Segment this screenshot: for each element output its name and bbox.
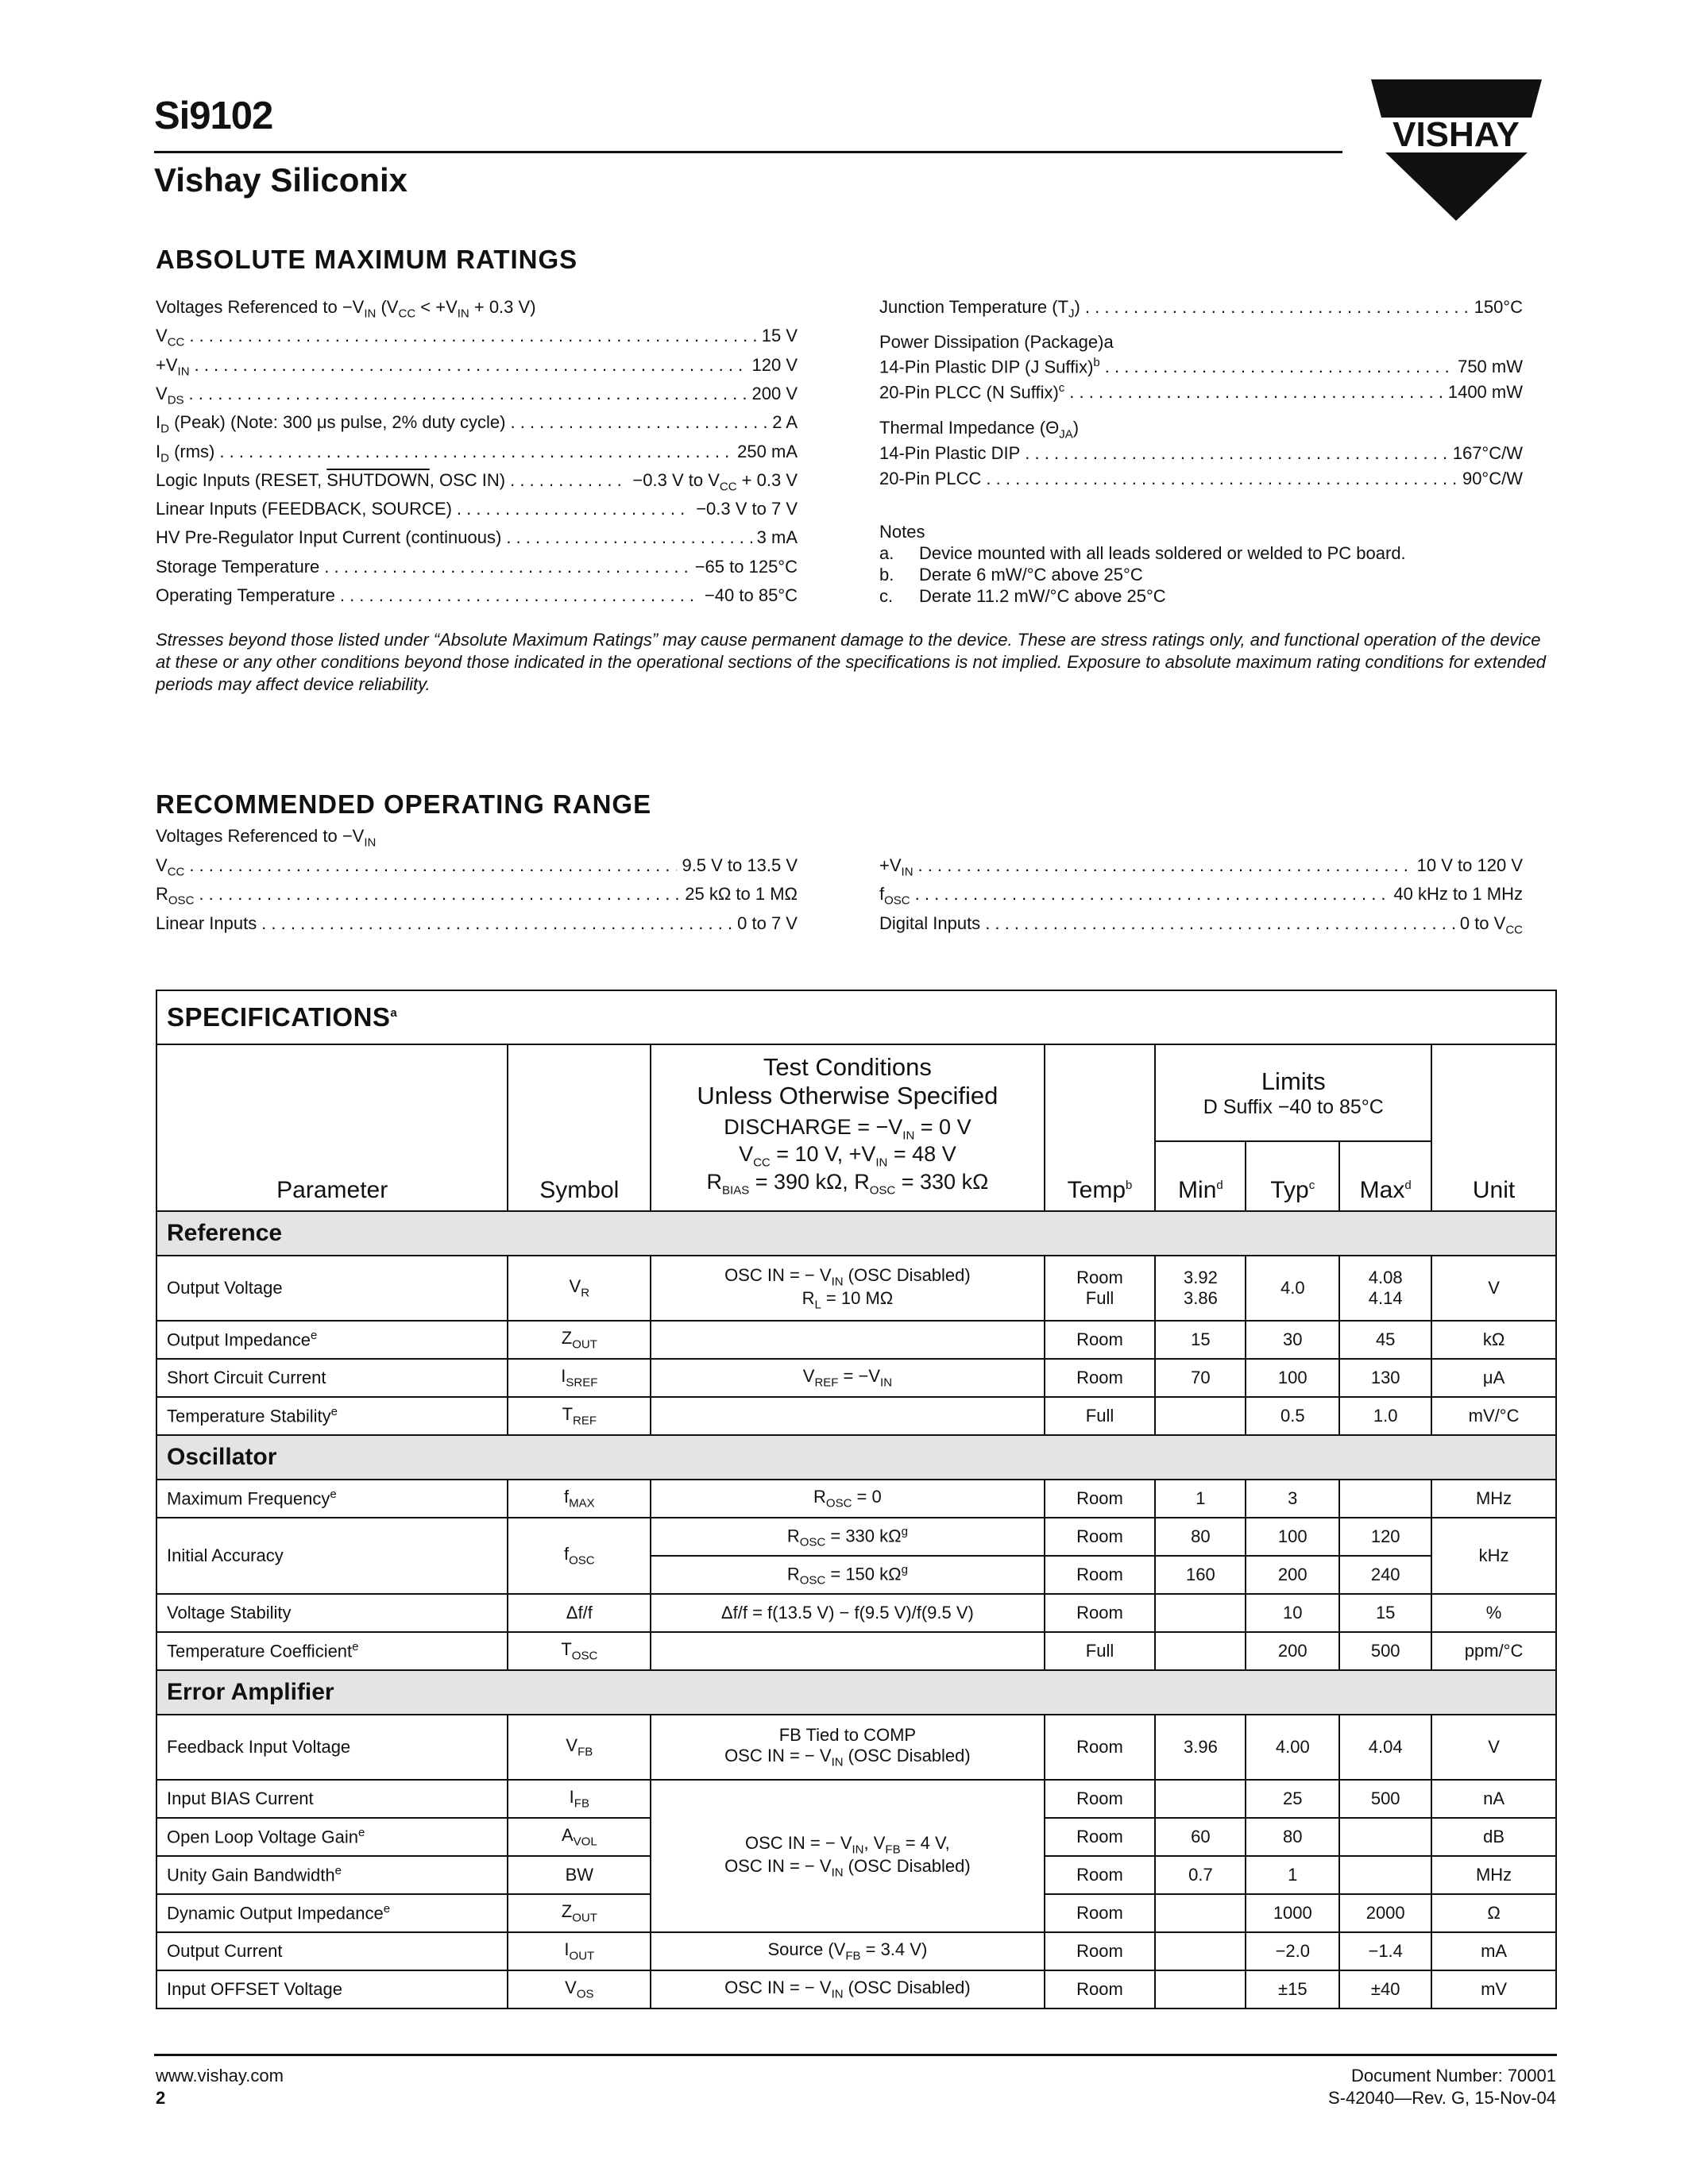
table-row: Open Loop Voltage Gain$^e$ $A_{VOL}$ Room 60 80 dB — [156, 1818, 1556, 1856]
document-number: Document Number: 70001 — [1350, 2066, 1556, 2086]
amr-logic-inputs: Logic Inputs (RESET, SHUTDOWN, OSC IN) . . . −0.3 V to $V_{CC} + 0.3$ V — [156, 470, 798, 493]
col-parameter: Parameter — [156, 1044, 508, 1211]
table-row: Initial Accuracy $f_{OSC}$ $R_{OSC} = 330$ $k\Omega^g$ Room 80 100 120 kHz — [156, 1518, 1556, 1556]
amr-linear-inputs: Linear Inputs (FEEDBACK, SOURCE) . . . −0.3 V to 7 V — [156, 499, 798, 519]
vishay-logo — [1371, 79, 1542, 222]
table-row: Input BIAS Current $I_{FB}$ OSC IN = − $V_{IN}$, $V_{FB} = 4$ V, OSC IN = − $V_{IN}$ (OSC Disabled) Room 25 500 nA — [156, 1780, 1556, 1818]
ror-vin: $+V_{IN}$ . . . 10 V to 120 V — [879, 855, 1523, 878]
ror-fosc: $f_{OSC}$ . . . 40 kHz to 1 MHz — [879, 884, 1523, 907]
amr-intro: Voltages Referenced to $-V_{IN}$ ($V_{CC} < +V_{IN} + 0.3$ V) — [156, 297, 536, 321]
amr-id-rms: $I_D$ (rms) . . . 250 mA — [156, 442, 798, 465]
ror-title: RECOMMENDED OPERATING RANGE — [156, 789, 652, 819]
col-unit: Unit — [1431, 1044, 1556, 1211]
table-row: Temperature Coefficient$^e$ $T_{OSC}$ Full 200 500 ppm/°C — [156, 1632, 1556, 1670]
note-a: a. Device mounted with all leads soldered or welded to PC board. — [879, 543, 1406, 563]
spec-title: SPECIFICATIONS$^a$ — [156, 990, 1556, 1044]
amr-vds: $V_{DS}$ . . . 200 V — [156, 384, 798, 407]
note-c: c. Derate 11.2 mW/°C above 25°C — [879, 586, 1166, 606]
logo-text: VISHAY — [1393, 115, 1520, 154]
table-row: Short Circuit Current $I_{SREF}$ $V_{REF} = -V_{IN}$ Room 70 100 130 μA — [156, 1359, 1556, 1397]
col-temp: Temp$^b$ — [1045, 1044, 1156, 1211]
col-max: Max$^d$ — [1339, 1141, 1431, 1211]
amr-ti-title: Thermal Impedance $(\Theta_{JA})$ — [879, 418, 1080, 442]
amr-title: ABSOLUTE MAXIMUM RATINGS — [156, 245, 578, 274]
col-limits: Limits D Suffix −40 to 85°C — [1155, 1044, 1431, 1141]
amr-pd-14pin: 14-Pin Plastic DIP (J Suffix)$^b$ . . . 750 mW — [879, 356, 1523, 377]
group-error-amplifier: Error Amplifier — [156, 1670, 1556, 1715]
amr-operating-temp: Operating Temperature . . . −40 to 85°C — [156, 585, 798, 606]
amr-pd-20pin: 20-Pin PLCC (N Suffix)$^c$ . . . 1400 mW — [879, 381, 1523, 403]
table-row: Input OFFSET Voltage $V_{OS}$ OSC IN = − $V_{IN}$ (OSC Disabled) Room ±15 ±40 mV — [156, 1970, 1556, 2008]
col-symbol: Symbol — [508, 1044, 651, 1211]
amr-junction-temp: Junction Temperature $(T_J)$ . . . 150°C — [879, 297, 1523, 320]
amr-hv-current: HV Pre-Regulator Input Current (continuous) . . . 3 mA — [156, 527, 798, 548]
note-b: b. Derate 6 mW/°C above 25°C — [879, 565, 1143, 585]
ror-linear-inputs: Linear Inputs . . . 0 to 7 V — [156, 913, 798, 934]
company-name: Vishay Siliconix — [154, 161, 408, 199]
table-row: Output Impedance$^e$ $Z_{OUT}$ Room 15 30 45 kΩ — [156, 1321, 1556, 1359]
col-typ: Typ$^c$ — [1246, 1141, 1339, 1211]
amr-ti-20pin: 20-Pin PLCC . . . 90°C/W — [879, 469, 1523, 489]
part-number: Si9102 — [154, 95, 273, 137]
table-row: Voltage Stability Δf/f Δf/f = f(13.5 V) − f(9.5 V)/f(9.5 V) Room 10 15 % — [156, 1594, 1556, 1632]
table-row: Maximum Frequency$^e$ $f_{MAX}$ $R_{OSC} = 0$ Room 1 3 MHz — [156, 1480, 1556, 1518]
footer-left — [156, 2065, 284, 2109]
amr-id-peak: $I_D$ (Peak) (Note: 300 μs pulse, 2% duty cycle) . . . 2 A — [156, 412, 798, 435]
group-reference: Reference — [156, 1211, 1556, 1256]
ror-vcc: $V_{CC}$ . . . 9.5 V to 13.5 V — [156, 855, 798, 878]
table-row: Dynamic Output Impedance$^e$ $Z_{OUT}$ Room 1000 2000 Ω — [156, 1894, 1556, 1932]
table-row: Output Current $I_{OUT}$ Source ($V_{FB} = 3.4$ V) Room −2.0 −1.4 mA — [156, 1932, 1556, 1970]
header-rule — [154, 151, 1342, 153]
page-number: 2 — [156, 2088, 166, 2108]
ror-digital-inputs: Digital Inputs . . . 0 to $V_{CC}$ — [879, 913, 1523, 936]
notes-title: Notes — [879, 522, 925, 542]
table-row: $R_{OSC} = 150$ $k\Omega^g$ Room 160 200 240 — [156, 1556, 1556, 1594]
ror-intro: Voltages Referenced to $-V_{IN}$ — [156, 826, 377, 850]
footer-url[interactable]: www.vishay.com — [156, 2066, 284, 2086]
table-row: Temperature Stability$^e$ $T_{REF}$ Full 0.5 1.0 mV/°C — [156, 1397, 1556, 1435]
amr-vcc: $V_{CC}$ . . . 15 V — [156, 326, 798, 349]
footer-right — [1328, 2065, 1556, 2109]
group-oscillator: Oscillator — [156, 1435, 1556, 1480]
stress-disclaimer: Stresses beyond those listed under “Absolute Maximum Ratings” may cause permanent damage to the device. These are stress ratings only, and functional operation of the device at these or any other conditions beyond those indicated in the operational sections of the specifications is not implied. Exposure to absolute maximum rating conditions for extended periods may affect device reliability. — [156, 630, 1547, 694]
amr-storage-temp: Storage Temperature . . . −65 to 125°C — [156, 557, 798, 577]
col-min: Min$^d$ — [1155, 1141, 1246, 1211]
amr-vin: $+V_{IN}$ . . . 120 V — [156, 355, 798, 378]
amr-pd-title: Power Dissipation (Package)a — [879, 332, 1114, 352]
table-row: Unity Gain Bandwidth$^e$ BW Room 0.7 1 MHz — [156, 1856, 1556, 1894]
table-row: Output Voltage $V_R$ OSC IN = − $V_{IN}$ (OSC Disabled) $R_L = 10$ MΩ Room Full 3.92 3.86 4.0 4.08 4.14 V — [156, 1256, 1556, 1321]
revision: S-42040—Rev. G, 15-Nov-04 — [1328, 2088, 1556, 2108]
table-row: Feedback Input Voltage $V_{FB}$ FB Tied to COMP OSC IN = − $V_{IN}$ (OSC Disabled) Room 3.96 4.00 4.04 V — [156, 1715, 1556, 1780]
specifications-table — [156, 990, 1557, 2009]
footer-rule — [154, 2054, 1557, 2056]
col-test-conditions: Test Conditions Unless Otherwise Specified DISCHARGE = $-V_{IN} = 0$ V $V_{CC} = 10$ V, $+V_{IN} = 48$ V $R_{BIAS} = 390$ kΩ, $R_{OSC} = 330$ kΩ — [651, 1044, 1044, 1211]
ror-rosc: $R_{OSC}$ . . . 25 kΩ to 1 MΩ — [156, 884, 798, 907]
amr-ti-14pin: 14-Pin Plastic DIP . . . 167°C/W — [879, 443, 1523, 464]
